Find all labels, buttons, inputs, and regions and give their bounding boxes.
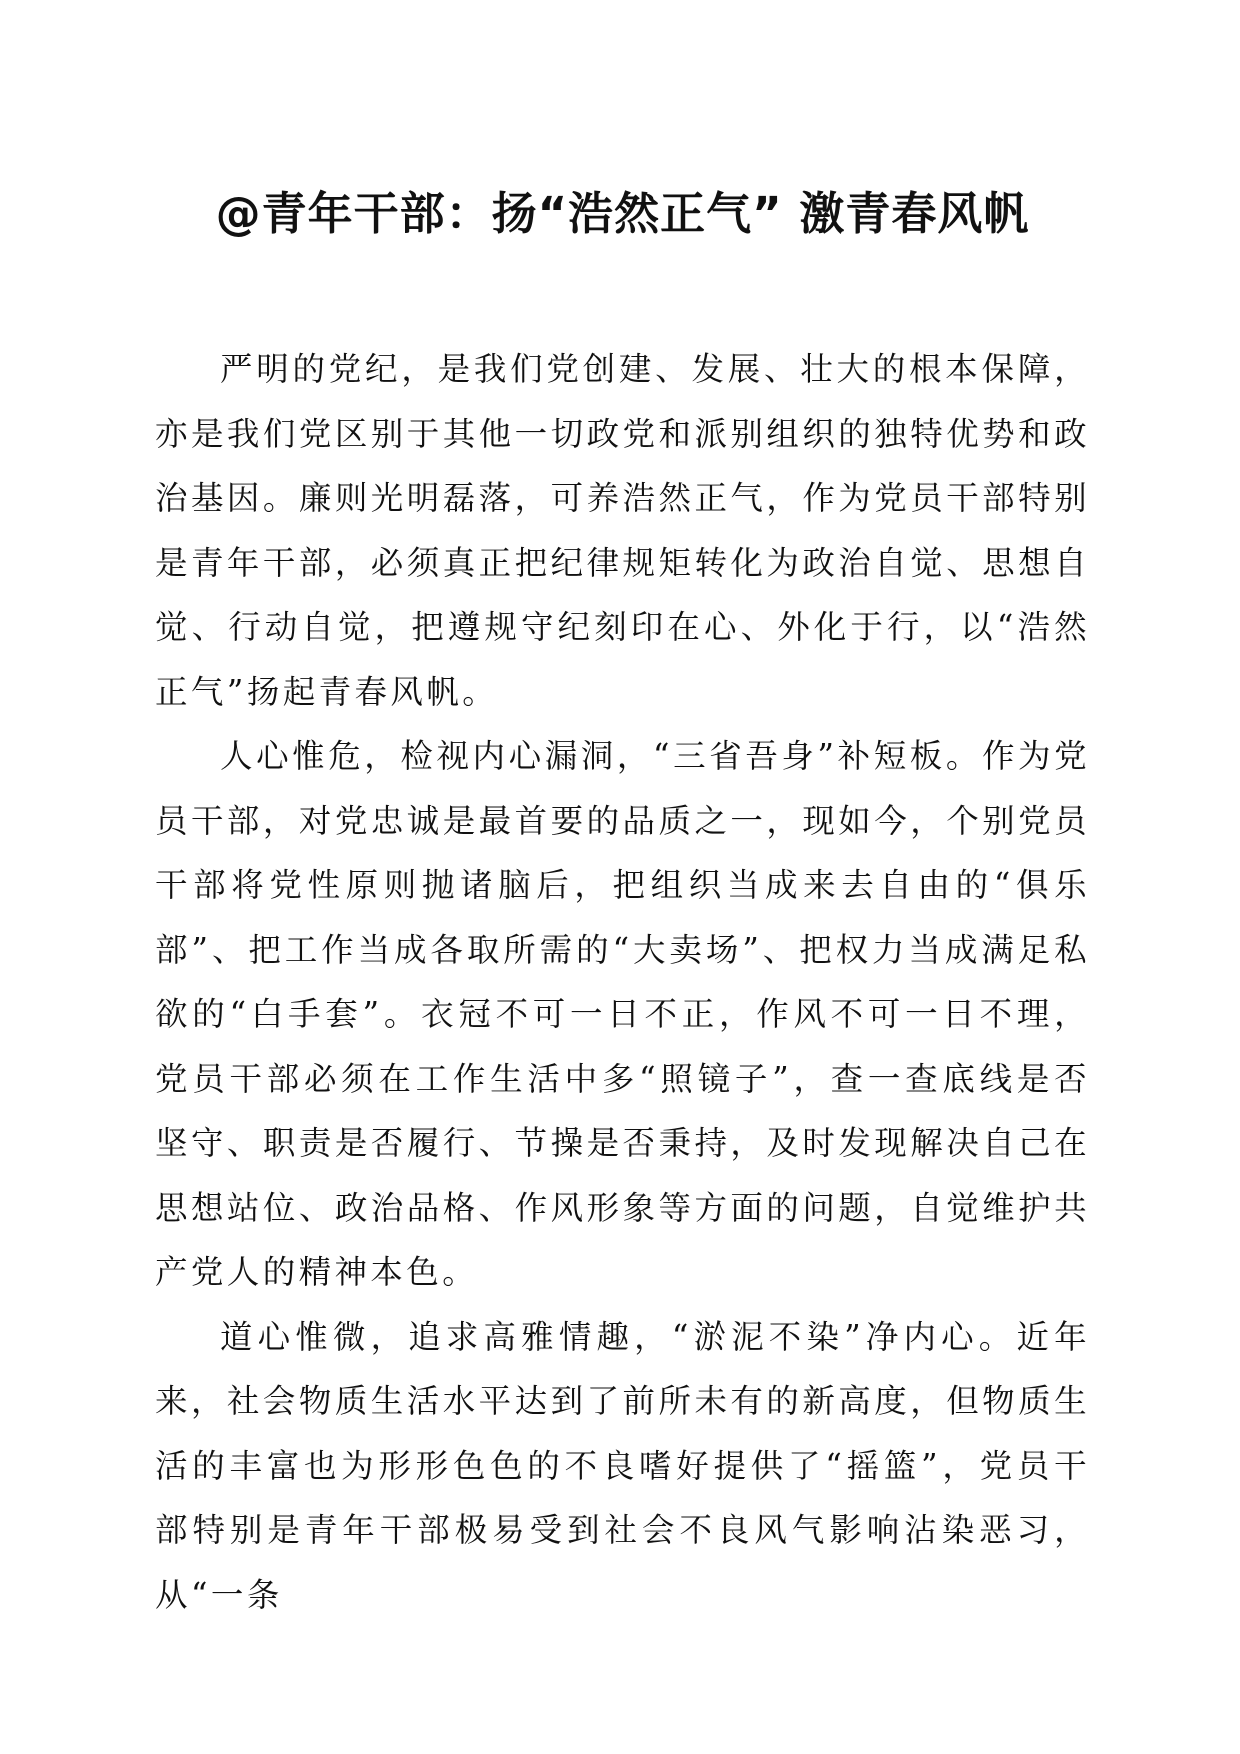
paragraph-2: 人心惟危，检视内心漏洞，“三省吾身”补短板。作为党员干部，对党忠诚是最首要的品质之一，现如今，个别党员干部将党性原则抛诸脑后，把组织当成来去自由的“俱乐部”、把工作当成各取所需的“大卖场”、把权力当成满足私欲的“白手套”。衣冠不可一日不正，作风不可一日不理，党员干部必须在工作生活中多“照镜子”，查一查底线是否坚守、职责是否履行、节操是否秉持，及时发现解决自己在思想站位、政治品格、作风形象等方面的问题，自觉维护共产党人的精神本色。 <box>155 737 1090 1291</box>
document-body <box>155 337 1090 1627</box>
document-title: @青年干部：扬“浩然正气” 激青春风帆 <box>215 187 1030 240</box>
paragraph-3: 道心惟微，追求高雅情趣，“淤泥不染”净内心。近年来，社会物质生活水平达到了前所未有的新高度，但物质生活的丰富也为形形色色的不良嗜好提供了“摇篮”，党员干部特别是青年干部极易受到社会不良风气影响沾染恶习，从“一条 <box>155 1317 1090 1614</box>
paragraph-1: 严明的党纪，是我们党创建、发展、壮大的根本保障，亦是我们党区别于其他一切政党和派别组织的独特优势和政治基因。廉则光明磊落，可养浩然正气，作为党员干部特别是青年干部，必须真正把纪律规矩转化为政治自觉、思想自觉、行动自觉，把遵规守纪刻印在心、外化于行，以“浩然正气”扬起青春风帆。 <box>155 350 1090 711</box>
